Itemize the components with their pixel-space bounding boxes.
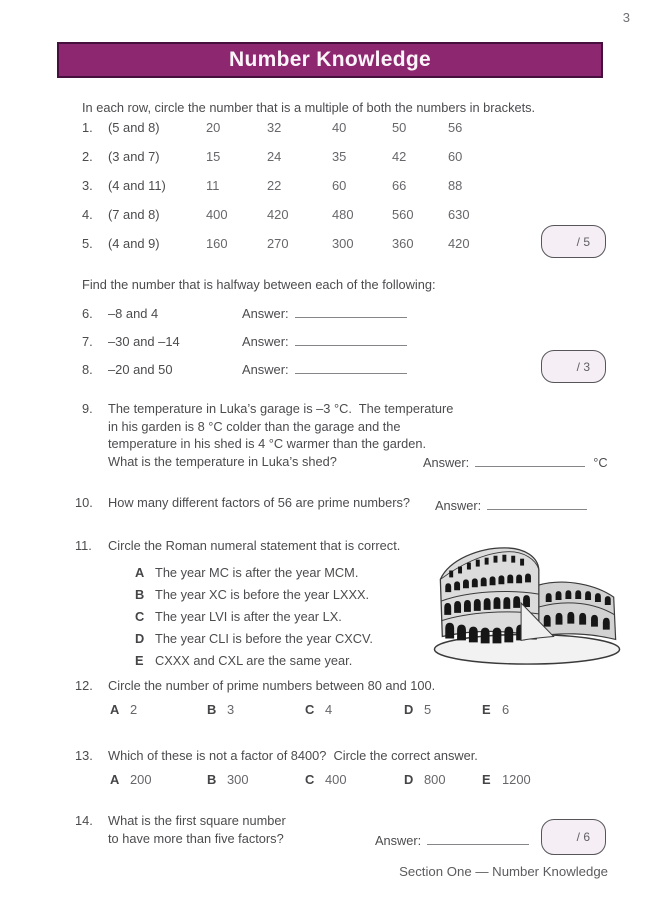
answer-label: Answer: bbox=[242, 306, 289, 321]
question-number: 10. bbox=[75, 495, 93, 510]
option-text: The year CLI is before the year CXCV. bbox=[155, 631, 373, 646]
score-box-out-of-3 bbox=[541, 350, 606, 383]
option-text: The year XC is before the year LXXX. bbox=[155, 587, 370, 602]
question-text-line: What is the first square number bbox=[108, 813, 286, 828]
option-d bbox=[135, 631, 373, 646]
option-value: 400 bbox=[325, 772, 347, 787]
page-number: 3 bbox=[622, 10, 630, 25]
option-value: 420 bbox=[448, 236, 470, 251]
score-box-out-of-5 bbox=[541, 225, 606, 258]
question-number: 1. bbox=[82, 120, 93, 135]
option-value: 40 bbox=[332, 120, 347, 135]
question-11 bbox=[75, 538, 400, 553]
question-row-4 bbox=[82, 207, 470, 222]
number-pair: –8 and 4 bbox=[108, 306, 159, 321]
option-value: 6 bbox=[502, 702, 510, 717]
answer-blank bbox=[475, 452, 585, 467]
option-letter: B bbox=[207, 772, 217, 787]
question-10 bbox=[75, 495, 410, 510]
option-letter: E bbox=[482, 772, 491, 787]
question-number: 2. bbox=[82, 149, 93, 164]
option-letter: A bbox=[110, 702, 120, 717]
option-letter: B bbox=[207, 702, 217, 717]
question-number: 6. bbox=[82, 306, 93, 321]
answer-row-q10 bbox=[435, 495, 587, 513]
option-value: 88 bbox=[448, 178, 463, 193]
option-value: 22 bbox=[267, 178, 282, 193]
option-value: 300 bbox=[332, 236, 354, 251]
answer-label: Answer: bbox=[375, 833, 422, 848]
question-row-3 bbox=[82, 178, 462, 193]
answer-label: Answer: bbox=[242, 362, 289, 377]
question-text-line: The temperature in Luka’s garage is –3 °C. The temperature bbox=[108, 401, 454, 416]
option-value: 800 bbox=[424, 772, 446, 787]
option-c bbox=[135, 609, 342, 624]
answer-blank bbox=[295, 359, 407, 374]
option-value: 42 bbox=[392, 149, 407, 164]
title-banner bbox=[57, 42, 603, 78]
question-13 bbox=[75, 748, 478, 763]
score-label: / 5 bbox=[576, 234, 590, 249]
option-letter: E bbox=[482, 702, 491, 717]
degrees-unit: °C bbox=[593, 455, 608, 470]
answer-blank bbox=[295, 303, 407, 318]
question-text-line: temperature in his shed is 4 °C warmer than the garden. bbox=[108, 436, 427, 451]
question-number: 9. bbox=[82, 401, 93, 416]
footer-section-label: Section One — Number Knowledge bbox=[399, 864, 608, 879]
question-row-6 bbox=[82, 303, 407, 321]
question-text-line: What is the temperature in Luka’s shed? bbox=[108, 453, 337, 469]
option-value: 560 bbox=[392, 207, 414, 222]
option-value: 50 bbox=[392, 120, 407, 135]
question-number: 11. bbox=[75, 538, 92, 553]
question-number: 7. bbox=[82, 334, 93, 349]
question-text: Which of these is not a factor of 8400? Circle the correct answer. bbox=[108, 748, 478, 763]
score-box-out-of-6 bbox=[541, 819, 606, 855]
option-value: 24 bbox=[267, 149, 282, 164]
option-e bbox=[135, 653, 352, 668]
question-row-2 bbox=[82, 149, 462, 164]
option-letter: B bbox=[135, 587, 145, 602]
question-text-line: in his garden is 8 °C colder than the garage and the bbox=[108, 418, 401, 434]
option-letter: E bbox=[135, 653, 144, 668]
bracket-pair: (3 and 7) bbox=[108, 149, 160, 164]
question-row-8 bbox=[82, 359, 407, 377]
option-letter: C bbox=[135, 609, 145, 624]
page-title: Number Knowledge bbox=[229, 48, 431, 71]
score-label: / 6 bbox=[576, 830, 590, 844]
answer-label: Answer: bbox=[435, 498, 482, 513]
number-pair: –20 and 50 bbox=[108, 362, 173, 377]
answer-label: Answer: bbox=[423, 455, 470, 470]
option-letter: A bbox=[135, 565, 145, 580]
question-number: 3. bbox=[82, 178, 93, 193]
option-letter: D bbox=[135, 631, 145, 646]
option-value: 480 bbox=[332, 207, 354, 222]
score-label: / 3 bbox=[576, 359, 590, 374]
bracket-pair: (4 and 9) bbox=[108, 236, 160, 251]
question-number: 14. bbox=[75, 813, 93, 828]
option-letter: A bbox=[110, 772, 120, 787]
option-value: 200 bbox=[130, 772, 152, 787]
question-13-options bbox=[110, 772, 531, 787]
colosseum-illustration bbox=[428, 538, 628, 668]
option-text: The year MC is after the year MCM. bbox=[155, 565, 359, 580]
option-value: 60 bbox=[332, 178, 347, 193]
instruction-multiples: In each row, circle the number that is a multiple of both the numbers in brackets. bbox=[82, 100, 536, 115]
option-value: 4 bbox=[325, 702, 333, 717]
option-value: 5 bbox=[424, 702, 432, 717]
option-value: 35 bbox=[332, 149, 347, 164]
question-14 bbox=[75, 812, 286, 848]
answer-label: Answer: bbox=[242, 334, 289, 349]
option-text: The year LVI is after the year LX. bbox=[155, 609, 342, 624]
question-row-7 bbox=[82, 331, 407, 349]
question-text: Circle the number of prime numbers between 80 and 100. bbox=[108, 678, 436, 693]
option-b bbox=[135, 587, 369, 602]
option-letter: D bbox=[404, 702, 414, 717]
question-number: 5. bbox=[82, 236, 93, 251]
question-number: 12. bbox=[75, 678, 93, 693]
answer-blank bbox=[427, 830, 529, 845]
question-12 bbox=[75, 678, 435, 693]
bracket-pair: (5 and 8) bbox=[108, 120, 160, 135]
question-12-options bbox=[110, 702, 509, 717]
option-value: 400 bbox=[206, 207, 228, 222]
option-value: 11 bbox=[206, 178, 220, 193]
question-text: Circle the Roman numeral statement that is correct. bbox=[108, 538, 401, 553]
option-value: 160 bbox=[206, 236, 228, 251]
option-value: 15 bbox=[206, 149, 221, 164]
bracket-pair: (4 and 11) bbox=[108, 178, 166, 193]
option-value: 3 bbox=[227, 702, 235, 717]
option-value: 420 bbox=[267, 207, 289, 222]
number-pair: –30 and –14 bbox=[108, 334, 180, 349]
bracket-pair: (7 and 8) bbox=[108, 207, 160, 222]
option-text: CXXX and CXL are the same year. bbox=[155, 653, 353, 668]
question-row-1 bbox=[82, 120, 462, 135]
answer-row-q9 bbox=[423, 452, 608, 470]
answer-blank bbox=[487, 495, 587, 510]
question-number: 13. bbox=[75, 748, 93, 763]
option-value: 20 bbox=[206, 120, 221, 135]
option-value: 360 bbox=[392, 236, 414, 251]
answer-blank bbox=[295, 331, 407, 346]
option-letter: C bbox=[305, 702, 315, 717]
option-value: 60 bbox=[448, 149, 463, 164]
option-value: 2 bbox=[130, 702, 138, 717]
question-number: 4. bbox=[82, 207, 93, 222]
option-value: 300 bbox=[227, 772, 249, 787]
option-value: 66 bbox=[392, 178, 407, 193]
question-text: How many different factors of 56 are prime numbers? bbox=[108, 495, 411, 510]
option-value: 56 bbox=[448, 120, 463, 135]
question-number: 8. bbox=[82, 362, 93, 377]
question-row-5 bbox=[82, 236, 470, 251]
option-value: 1200 bbox=[502, 772, 531, 787]
option-value: 32 bbox=[267, 120, 282, 135]
answer-row-q14 bbox=[375, 830, 529, 848]
option-letter: D bbox=[404, 772, 414, 787]
option-value: 630 bbox=[448, 207, 470, 222]
option-letter: C bbox=[305, 772, 315, 787]
option-a bbox=[135, 565, 358, 580]
question-9 bbox=[82, 400, 453, 470]
question-text-line: to have more than five factors? bbox=[108, 831, 284, 846]
instruction-halfway: Find the number that is halfway between each of the following: bbox=[82, 277, 436, 292]
option-value: 270 bbox=[267, 236, 289, 251]
